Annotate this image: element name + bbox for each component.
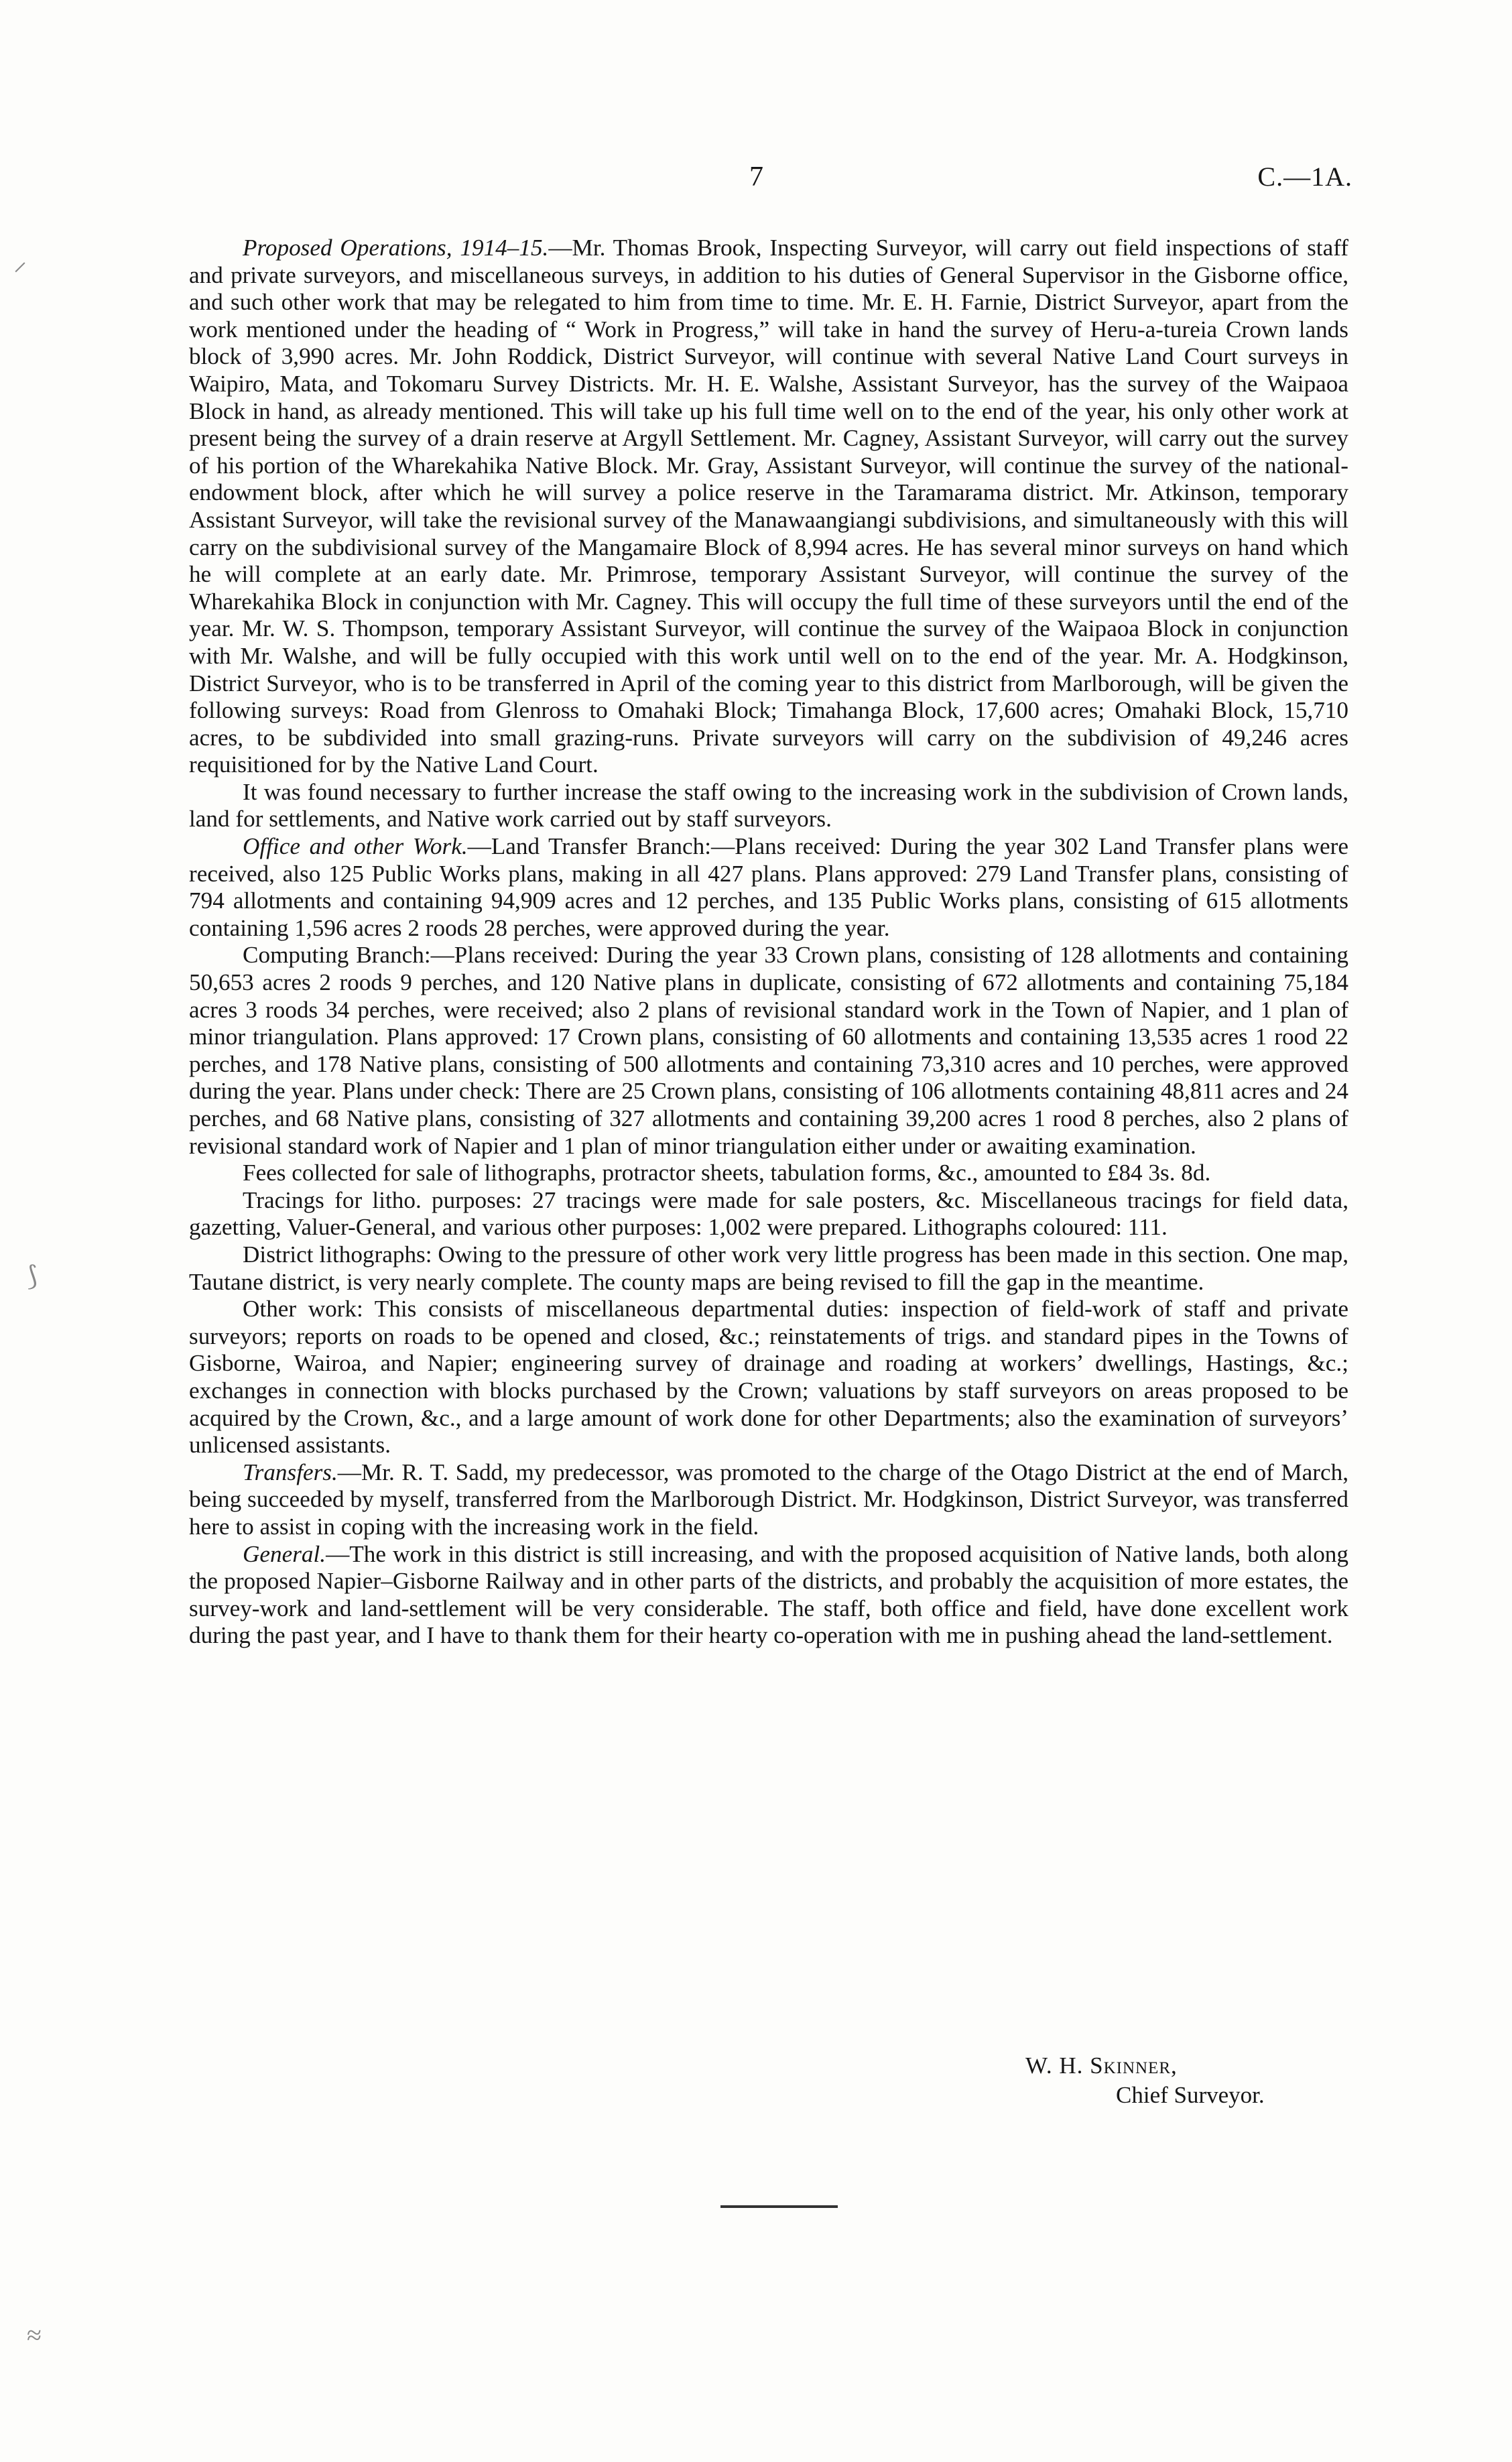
paragraph-lead: General. [243, 1540, 326, 1567]
page-number: 7 [749, 162, 763, 192]
paragraph-text: —Mr. Thomas Brook, Inspecting Surveyor, will carry out field inspections of staff and private surveyors, and miscellaneous surveys, in addition to his duties of General Supervisor in the Gisborne office, and such other work that may be relegated to him from time to time. Mr. E. H. Farnie, District Surveyor, apart from the work mentioned under the heading of “ Work in Progress,” will take in hand the survey of Heru-a-tureia Crown lands block of 3,990 acres. Mr. John Roddick, District Surveyor, will continue with several Native Land Court surveys in Waipiro, Mata, and Tokomaru Survey Districts. Mr. H. E. Walshe, Assistant Surveyor, has the survey of the Waipaoa Block in hand, as already mentioned. This will take up his full time well on to the end of the year, his only other work at present being the survey of a drain reserve at Argyll Settlement. Mr. Cagney, Assistant Surveyor, will carry out the survey of his portion of the Wharekahika Native Block. Mr. Gray, Assistant Surveyor, will continue the survey of the national-endowment block, after which he will survey a police reserve in the Taramarama district. Mr. Atkinson, temporary Assistant Surveyor, will take the revisional survey of the Manawaangiangi subdivisions, and simultaneously with this will carry on the subdivisional survey of the Mangamaire Block of 8,994 acres. He has several minor surveys on hand which he will complete at an early date. Mr. Primrose, temporary Assistant Surveyor, will continue the survey of the Wharekahika Block in conjunction with Mr. Cagney. This will occupy the full time of these surveyors until the end of the year. Mr. W. S. Thompson, temporary Assistant Surveyor, will continue the survey of the Waipaoa Block in conjunction with Mr. Walshe, and will be fully occupied with this work until well on to the end of the year. Mr. A. Hodgkinson, District Surveyor, who is to be transferred in April of the coming year to this district from Marlborough, will be given the following surveys: Road from Glenross to Omahaki Block; Timahanga Block, 17,600 acres; Omahaki Block, 15,710 acres, to be subdivided into small grazing-runs. Private surveyors will carry on the subdivision of 49,246 acres requisitioned for by the Native Land Court. [189, 235, 1348, 778]
document-code: C.—1A. [1257, 162, 1352, 192]
paragraph-text: —The work in this district is still increasing, and with the proposed acquisition of Native lands, both along the proposed Napier–Gisborne Railway and in other parts of the districts, and probably the acquisition of more estates, the survey-work and land-settlement will be very considerable. The staff, both office and field, have done excellent work during the past year, and I have to thank them for their hearty co-operation with me in pushing ahead the land-settlement. [189, 1540, 1348, 1649]
paragraph-text: Computing Branch:—Plans received: During the year 33 Crown plans, consisting of 128 allotments and containing 50,653 acres 2 roods 9 perches, and 120 Native plans in duplicate, consisting of 672 allotments and containing 75,184 acres 3 roods 34 perches, were received; also 2 plans of revisional standard work in the Town of Napier, and 1 plan of minor triangulation. Plans approved: 17 Crown plans, consisting of 60 allotments and containing 13,535 acres 1 rood 22 perches, and 178 Native plans, consisting of 500 allotments and containing 73,310 acres and 10 perches, were approved during the year. Plans under check: There are 25 Crown plans, consisting of 106 allotments containing 48,811 acres and 24 perches, and 68 Native plans, consisting of 327 allotments and containing 39,200 acres 1 rood 8 perches, also 2 plans of revisional standard work of Napier and 1 plan of minor triangulation either under or awaiting examination. [189, 942, 1348, 1159]
paragraph-general [189, 1541, 1348, 1650]
paragraph-computing-branch [189, 942, 1348, 1160]
paragraph-text: Tracings for litho. purposes: 27 tracings were made for sale posters, &c. Miscellaneous tracings for field data, gazetting, Valuer-General, and various other purposes: 1,002 were prepared. Lithographs coloured: 111. [189, 1186, 1348, 1241]
paragraph-text: —Land Transfer Branch:—Plans received: During the year 302 Land Transfer plans were received, also 125 Public Works plans, making in all 427 plans. Plans approved: 279 Land Transfer plans, consisting of 794 allotments and containing 94,909 acres and 12 perches, and 135 Public Works plans, consisting of 615 allotments containing 1,596 acres 2 roods 28 perches, were approved during the year. [189, 833, 1348, 941]
closing-rule [720, 2205, 838, 2208]
paragraph-office-work [189, 833, 1348, 942]
signature-block [1025, 2051, 1265, 2110]
paragraph-staff-increase [189, 779, 1348, 833]
paragraph-district-lithographs [189, 1241, 1348, 1296]
paragraph-fees [189, 1160, 1348, 1187]
paragraph-text: Fees collected for sale of lithographs, protractor sheets, tabulation forms, &c., amounted to £84 3s. 8d. [243, 1160, 1211, 1186]
signatory-name: W. H. Skinner, [1025, 2052, 1178, 2079]
paragraph-text: District lithographs: Owing to the pressure of other work very little progress has been made in this section. One map, Tautane district, is very nearly complete. The county maps are being revised to fill the gap in the meantime. [189, 1241, 1348, 1295]
margin-mark-icon: ≈ [27, 2320, 42, 2350]
paragraph-tracings [189, 1187, 1348, 1241]
margin-mark-icon: ⟆ [27, 1261, 38, 1291]
margin-mark-icon: ⸝ [13, 246, 27, 276]
paragraph-other-work [189, 1296, 1348, 1459]
paragraph-lead: Office and other Work. [243, 833, 468, 860]
body-text [189, 235, 1348, 1650]
paragraph-text: —Mr. R. T. Sadd, my predecessor, was promoted to the charge of the Otago District at the end of March, being succeeded by myself, transferred from the Marlborough District. Mr. Hodgkinson, District Surveyor, was transferred here to assist in coping with the increasing work in the field. [189, 1459, 1348, 1540]
paragraph-lead: Proposed Operations, 1914–15. [243, 235, 549, 261]
paragraph-proposed-operations [189, 235, 1348, 779]
signatory-title: Chief Surveyor. [1116, 2082, 1265, 2108]
page-header [0, 161, 1512, 201]
paragraph-lead: Transfers. [243, 1459, 338, 1485]
paragraph-text: It was found necessary to further increase the staff owing to the increasing work in the subdivision of Crown lands, land for settlements, and Native work carried out by staff surveyors. [189, 778, 1348, 833]
paragraph-transfers [189, 1459, 1348, 1541]
paragraph-text: Other work: This consists of miscellaneous departmental duties: inspection of field-work of staff and private surveyors; reports on roads to be opened and closed, &c.; reinstatements of trigs. and standard pipes in the Towns of Gisborne, Wairoa, and Napier; engineering survey of drainage and roading at workers’ dwellings, Hastings, &c.; exchanges in connection with blocks purchased by the Crown; valuations by staff surveyors on areas proposed to be acquired by the Crown, &c., and a large amount of work done for other Departments; also the examination of surveyors’ unlicensed assistants. [189, 1296, 1348, 1459]
